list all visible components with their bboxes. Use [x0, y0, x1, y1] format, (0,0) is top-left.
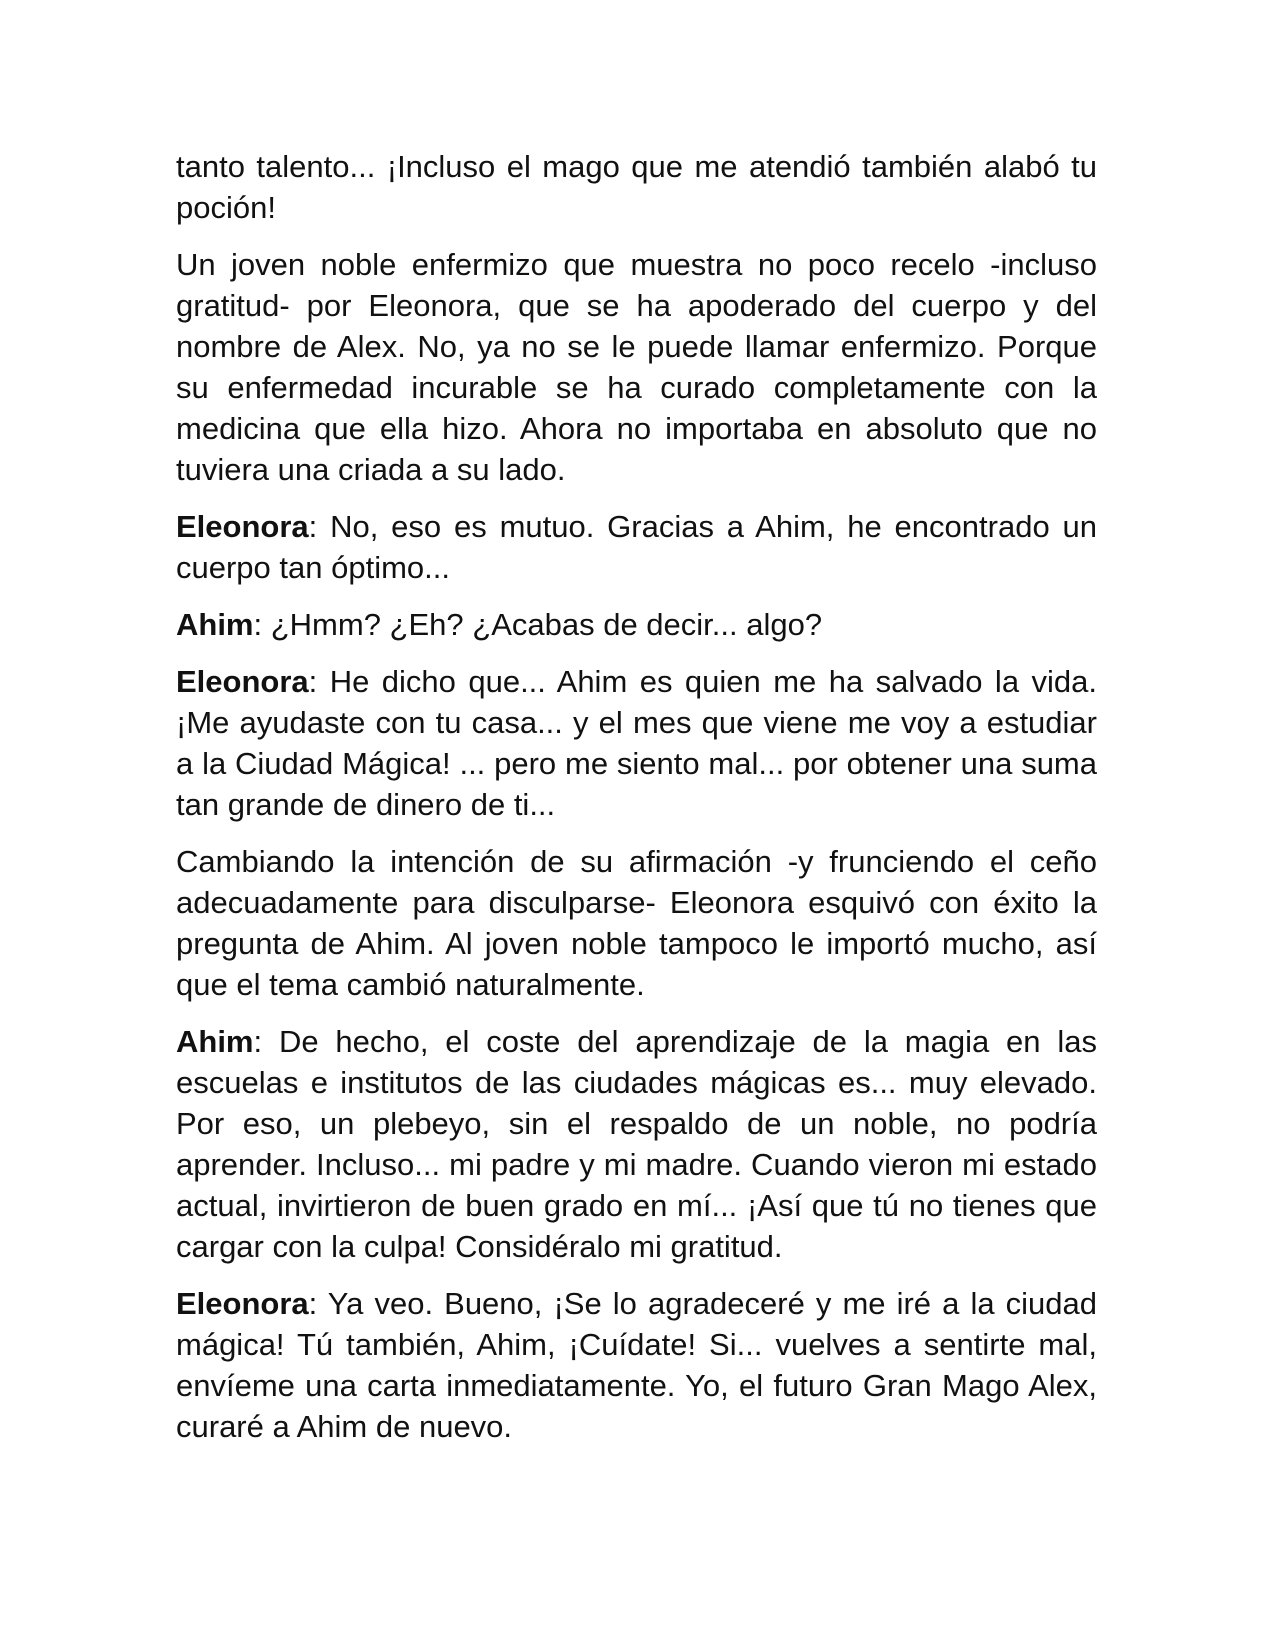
- document-page: [176, 146, 1097, 1463]
- paragraph-text: Cambiando la intención de su afirmación -y frunciendo el ceño adecuadamente para disculparse- Eleonora esquivó con éxito la pregunta de Ahim. Al joven noble tampoco le importó mucho, así que el tema cambió naturalmente.: [176, 844, 1097, 1002]
- dialogue-line: [176, 506, 1097, 588]
- dialogue-text: : De hecho, el coste del aprendizaje de la magia en las escuelas e institutos de las ciudades mágicas es... muy elevado. Por eso, un plebeyo, sin el respaldo de un noble, no podría aprender. Incluso... mi padre y mi madre. Cuando vieron mi estado actual, invirtieron de buen grado en mí... ¡Así que tú no tienes que cargar con la culpa! Considéralo mi gratitud.: [176, 1024, 1097, 1264]
- dialogue-line: [176, 1021, 1097, 1267]
- speaker-name: Eleonora: [176, 509, 309, 544]
- dialogue-text: : Ya veo. Bueno, ¡Se lo agradeceré y me iré a la ciudad mágica! Tú también, Ahim, ¡Cuídate! Si... vuelves a sentirte mal, envíeme una carta inmediatamente. Yo, el futuro Gran Mago Alex, curaré a Ahim de nuevo.: [176, 1286, 1097, 1444]
- dialogue-text: : ¿Hmm? ¿Eh? ¿Acabas de decir... algo?: [253, 607, 823, 642]
- paragraph: [176, 244, 1097, 490]
- dialogue-line: [176, 661, 1097, 825]
- dialogue-text: : He dicho que... Ahim es quien me ha salvado la vida. ¡Me ayudaste con tu casa... y el mes que viene me voy a estudiar a la Ciudad Mágica! ... pero me siento mal... por obtener una suma tan grande de dinero de ti...: [176, 664, 1097, 822]
- dialogue-text: : No, eso es mutuo. Gracias a Ahim, he encontrado un cuerpo tan óptimo...: [176, 509, 1097, 585]
- dialogue-line: [176, 1283, 1097, 1447]
- paragraph: [176, 841, 1097, 1005]
- speaker-name: Eleonora: [176, 1286, 309, 1321]
- paragraph: [176, 146, 1097, 228]
- speaker-name: Eleonora: [176, 664, 309, 699]
- speaker-name: Ahim: [176, 1024, 254, 1059]
- speaker-name: Ahim: [176, 607, 254, 642]
- dialogue-line: [176, 604, 1097, 645]
- paragraph-text: tanto talento... ¡Incluso el mago que me atendió también alabó tu poción!: [176, 149, 1097, 225]
- paragraph-text: Un joven noble enfermizo que muestra no poco recelo -incluso gratitud- por Eleonora, que se ha apoderado del cuerpo y del nombre de Alex. No, ya no se le puede llamar enfermizo. Porque su enfermedad incurable se ha curado completamente con la medicina que ella hizo. Ahora no importaba en absoluto que no tuviera una criada a su lado.: [176, 247, 1097, 487]
